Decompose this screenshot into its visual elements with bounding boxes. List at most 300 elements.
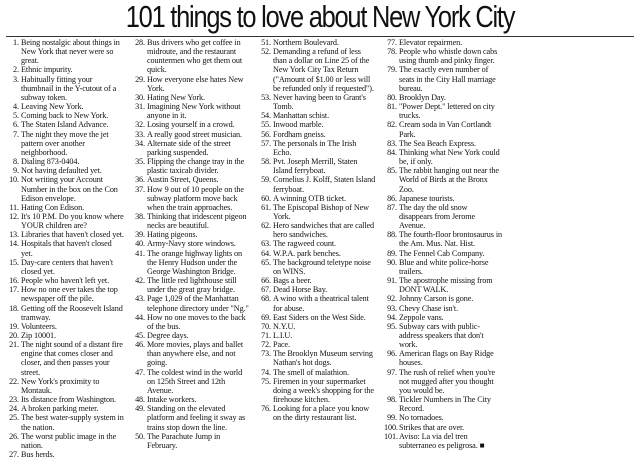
item-text: Zeppole vans.	[399, 312, 444, 322]
item-text: The exactly even number of seats in the City Hall marriage bureau.	[399, 65, 496, 93]
item-number: 52.	[261, 47, 271, 57]
item-text: Manhattan schist.	[273, 111, 330, 121]
item-number: 58.	[261, 157, 271, 167]
item-text: Ethnic impurity.	[21, 65, 73, 75]
item-number: 13.	[9, 230, 19, 240]
item-number: 31.	[135, 102, 145, 112]
item-text: Coming back to New York.	[21, 111, 109, 121]
item-text: No tornadoes.	[399, 413, 444, 423]
item-number: 8.	[13, 157, 19, 167]
item-number: 99.	[387, 413, 397, 423]
list-item	[258, 313, 376, 322]
item-text: Firemen in your supermarket doing a week's shopping for the firehouse kitchen.	[273, 376, 374, 405]
list-item	[258, 258, 376, 276]
list-item	[384, 368, 502, 395]
item-text: A broken parking meter.	[21, 404, 99, 414]
item-number: 24.	[9, 404, 19, 414]
list-item	[384, 413, 502, 422]
item-text: Day-care centers that haven't closed yet.	[21, 257, 113, 276]
item-number: 90.	[387, 257, 397, 267]
item-text: The worst public image in the nation.	[21, 431, 117, 450]
item-number: 5.	[13, 111, 19, 121]
list-item	[6, 395, 124, 404]
list-item	[384, 423, 502, 432]
item-number: 51.	[261, 38, 271, 47]
list-item	[384, 304, 502, 313]
list-item	[132, 276, 250, 294]
list-item	[258, 203, 376, 221]
list-item	[6, 285, 124, 303]
list-item	[258, 331, 376, 340]
item-text: New York's proximity to Montauk.	[21, 376, 100, 395]
list-item	[384, 395, 502, 413]
list-item	[6, 331, 124, 340]
headline: 101 things to love about New York City	[125, 0, 515, 34]
item-number: 29.	[135, 74, 145, 84]
item-text: A winning OTB ticket.	[273, 193, 346, 203]
item-text: Intake workers.	[147, 395, 197, 405]
item-number: 101.	[384, 431, 398, 441]
item-number: 87.	[387, 202, 397, 212]
item-number: 80.	[387, 92, 397, 102]
item-number: 11.	[9, 202, 19, 212]
item-number: 42.	[135, 276, 145, 286]
list-item	[132, 139, 250, 157]
list-item	[384, 203, 502, 230]
item-number: 64.	[261, 248, 271, 258]
item-text: Strikes that are over.	[399, 422, 465, 432]
item-number: 26.	[9, 431, 19, 441]
item-number: 35.	[135, 157, 145, 167]
list-item	[6, 304, 124, 322]
item-number: 27.	[9, 450, 19, 459]
item-text: Never having been to Grant's Tomb.	[273, 92, 366, 112]
list-item	[132, 93, 250, 102]
item-number: 86.	[387, 193, 397, 203]
item-text: Page 1,029 of the Manhattan telephone directory under "Ng."	[147, 294, 249, 313]
list-item	[384, 322, 502, 349]
item-number: 37.	[135, 184, 145, 194]
item-text: The Sea Beach Express.	[399, 138, 476, 148]
list-item	[384, 120, 502, 138]
item-text: Being nostalgic about things in New York that never were so great.	[21, 38, 120, 66]
item-text: A really good street musician.	[147, 129, 242, 139]
list-item	[132, 230, 250, 239]
item-text: Flipping the change tray in the plastic taxicab divider.	[147, 157, 245, 176]
item-number: 96.	[387, 349, 397, 359]
list-item	[6, 166, 124, 175]
item-text: The orange highway lights on the Henry Hudson under the George Washington Bridge.	[147, 248, 242, 276]
title-rule	[6, 36, 634, 37]
list-item	[132, 120, 250, 129]
column-1	[6, 38, 124, 459]
item-number: 59.	[261, 175, 271, 185]
item-number: 18.	[9, 303, 19, 313]
item-text: Fordham gneiss.	[273, 129, 326, 139]
item-text: The personals in The Irish Echo.	[273, 138, 357, 157]
item-text: Volunteers.	[21, 321, 57, 331]
list-item	[132, 102, 250, 120]
item-number: 40.	[135, 239, 145, 249]
list-item	[384, 249, 502, 258]
item-text: Cornelius J. Kolff, Staten Island ferryboat.	[273, 175, 376, 194]
item-text: L.I.U.	[273, 331, 293, 340]
column-4	[384, 38, 502, 450]
item-text: The apostrophe missing from DONT WALK.	[399, 276, 493, 295]
list-item	[258, 377, 376, 404]
list-item	[258, 294, 376, 312]
item-text: East Siders on the West Side.	[273, 312, 366, 322]
list-item	[258, 322, 376, 331]
item-number: 92.	[387, 294, 397, 304]
item-number: 56.	[261, 129, 271, 139]
list-item	[132, 38, 250, 75]
list-item	[258, 285, 376, 294]
item-text: The Staten Island Advance.	[21, 120, 109, 130]
list-item	[258, 120, 376, 129]
list-item	[6, 432, 124, 450]
item-number: 15.	[9, 257, 19, 267]
item-number: 76.	[261, 404, 271, 414]
list-item	[384, 276, 502, 294]
item-text: Pvt. Joseph Merrill, Staten Island ferryboat.	[273, 157, 358, 176]
item-text: Alternate side of the street parking suspended.	[147, 138, 231, 157]
item-number: 22.	[9, 376, 19, 386]
item-number: 83.	[387, 138, 397, 148]
list-item	[6, 111, 124, 120]
item-text: The fourth-floor brontosaurus in the Am. Mus. Nat. Hist.	[399, 230, 502, 249]
list-item	[6, 230, 124, 239]
list-item	[132, 313, 250, 331]
column-3	[258, 38, 376, 430]
item-text: Hating pigeons.	[147, 230, 198, 240]
item-text: Blue and white police-horse trailers.	[399, 257, 489, 276]
list-item	[6, 377, 124, 395]
item-number: 10.	[9, 175, 19, 185]
item-text: The rabbit hanging out near the World of Birds at the Bronx Zoo.	[399, 166, 499, 194]
item-text: Japanese tourists.	[399, 193, 455, 203]
item-text: Dead Horse Bay.	[273, 285, 328, 295]
item-number: 25.	[9, 413, 19, 423]
item-number: 61.	[261, 202, 271, 212]
item-number: 45.	[135, 331, 145, 340]
item-text: Its distance from Washington.	[21, 395, 116, 405]
list-item	[384, 230, 502, 248]
list-item	[6, 203, 124, 212]
item-number: 82.	[387, 120, 397, 130]
item-text: The Brooklyn Museum serving Nathan's hot dogs.	[273, 349, 373, 368]
item-text: Army-Navy store windows.	[147, 239, 236, 249]
item-number: 43.	[135, 294, 145, 304]
item-text: People who whistle down cabs using thumb and pinky finger.	[399, 47, 498, 66]
item-text: How no one moves to the back of the bus.	[147, 312, 246, 331]
item-text: Losing yourself in a crowd.	[147, 120, 235, 130]
item-text: Not writing your Account Number in the box on the Con Edison envelope.	[21, 175, 118, 203]
item-text: Cream soda in Van Cortlandt Park.	[399, 120, 492, 139]
list-item	[384, 38, 502, 47]
list-item	[384, 258, 502, 276]
list-item	[384, 139, 502, 148]
item-text: Bags a beer.	[273, 276, 312, 286]
item-text: Dialing 873-0404.	[21, 157, 80, 167]
item-number: 79.	[387, 65, 397, 75]
item-number: 3.	[13, 74, 19, 84]
item-text: Chevy Chase isn't.	[399, 303, 459, 313]
list-item	[6, 102, 124, 111]
list-item	[132, 331, 250, 340]
item-number: 14.	[9, 239, 19, 249]
item-text: W.P.A. park benches.	[273, 248, 341, 258]
item-text: The day the old snow disappears from Jerome Avenue.	[399, 202, 476, 231]
list-item	[132, 368, 250, 395]
item-text: How 9 out of 10 people on the subway platform move back when the train approaches.	[147, 184, 244, 212]
list-columns	[6, 38, 636, 459]
item-text: The coldest wind in the world on 125th Street and 12th Avenue.	[147, 367, 243, 395]
list-item	[6, 276, 124, 285]
item-text: Degree days.	[147, 331, 189, 340]
item-text: Not having defaulted yet.	[21, 166, 102, 176]
list-item	[258, 139, 376, 157]
list-item	[258, 47, 376, 93]
list-item	[132, 432, 250, 450]
list-item	[258, 368, 376, 377]
item-text: Brooklyn Day.	[399, 92, 446, 102]
item-number: 53.	[261, 92, 271, 102]
item-text: Habitually fitting your thumbnail in the Y-cutout of a subway token.	[21, 74, 117, 102]
list-item	[6, 175, 124, 202]
list-item	[258, 194, 376, 203]
item-number: 88.	[387, 230, 397, 240]
item-number: 38.	[135, 211, 145, 221]
item-text: Hospitals that haven't closed yet.	[21, 239, 112, 258]
item-text: A wino with a theatrical talent for abuse.	[273, 294, 369, 313]
item-text: The Parachute Jump in February.	[147, 431, 221, 450]
item-text: The Episcopal Bishop of New York.	[273, 202, 369, 221]
item-number: 63.	[261, 239, 271, 249]
item-text: Thinking what New York could be, if only.	[399, 147, 500, 167]
item-text: Getting off the Roosevelt Island tramway.	[21, 303, 123, 322]
item-number: 72.	[261, 340, 271, 350]
item-text: The night sound of a distant fire engine that comes closer and closer, and then passes your street.	[21, 340, 123, 377]
item-number: 16.	[9, 276, 19, 286]
item-number: 28.	[135, 38, 145, 47]
item-text: Aviso: La via del tren subterraneo es peligrosa. ■	[399, 431, 485, 450]
list-item	[258, 276, 376, 285]
item-number: 23.	[9, 395, 19, 405]
list-item	[384, 194, 502, 203]
item-number: 20.	[9, 331, 19, 340]
list-item	[6, 38, 124, 65]
list-item	[6, 340, 124, 377]
list-item	[6, 239, 124, 257]
item-text: The night they move the jet pattern over another neighborhood.	[21, 129, 109, 157]
item-number: 91.	[387, 276, 397, 286]
list-item	[132, 249, 250, 276]
list-item	[6, 65, 124, 74]
item-number: 75.	[261, 376, 271, 386]
list-item	[6, 322, 124, 331]
list-item	[6, 75, 124, 102]
item-text: The smell of malathion.	[273, 367, 349, 377]
item-number: 67.	[261, 285, 271, 295]
list-item	[132, 157, 250, 175]
item-number: 74.	[261, 367, 271, 377]
item-number: 68.	[261, 294, 271, 304]
item-number: 89.	[387, 248, 397, 258]
item-text: Zip 10001.	[21, 331, 56, 340]
list-item	[6, 212, 124, 230]
item-text: The rush of relief when you're not mugged after you thought you would be.	[399, 367, 496, 395]
item-text: Elevator repairmen.	[399, 38, 463, 47]
list-item	[6, 120, 124, 129]
list-item	[384, 294, 502, 303]
list-item	[258, 157, 376, 175]
item-number: 84.	[387, 147, 397, 157]
list-item	[6, 450, 124, 459]
item-text: Leaving New York.	[21, 102, 84, 112]
item-number: 94.	[387, 312, 397, 322]
list-item	[258, 349, 376, 367]
item-number: 50.	[135, 431, 145, 441]
item-number: 54.	[261, 111, 271, 121]
item-number: 47.	[135, 367, 145, 377]
list-item	[258, 38, 376, 47]
item-text: Libraries that haven't closed yet.	[21, 230, 124, 240]
item-text: Imagining New York without anyone in it.	[147, 102, 241, 121]
item-number: 19.	[9, 321, 19, 331]
item-number: 34.	[135, 138, 145, 148]
list-item	[6, 404, 124, 413]
item-number: 95.	[387, 321, 397, 331]
item-number: 85.	[387, 166, 397, 176]
item-text: How everyone else hates New York.	[147, 74, 244, 93]
item-text: The little red lighthouse still under the great gray bridge.	[147, 276, 237, 295]
item-number: 70.	[261, 321, 271, 331]
item-text: Hating New York.	[147, 92, 205, 102]
list-item	[258, 130, 376, 139]
item-number: 71.	[261, 331, 271, 340]
item-text: Thinking that iridescent pigeon necks are beautiful.	[147, 211, 247, 231]
item-number: 97.	[387, 367, 397, 377]
item-text: N.Y.U.	[273, 321, 296, 331]
item-number: 81.	[387, 102, 397, 112]
list-item	[258, 221, 376, 239]
list-item	[6, 258, 124, 276]
item-text: "Power Dept." lettered on city trucks.	[399, 102, 495, 121]
item-number: 77.	[387, 38, 397, 47]
item-text: Bus herds.	[21, 450, 55, 459]
list-item	[132, 130, 250, 139]
item-text: It's 10 P.M. Do you know where YOUR children are?	[21, 211, 124, 231]
item-text: The background teletype noise on WINS.	[273, 257, 371, 276]
column-2	[132, 38, 250, 450]
item-number: 66.	[261, 276, 271, 286]
item-text: Pace.	[273, 340, 291, 350]
item-number: 62.	[261, 221, 271, 231]
item-text: Bus drivers who get coffee in midroute, and the restaurant countermen who get them out quick.	[147, 38, 243, 75]
item-number: 78.	[387, 47, 397, 57]
list-item	[384, 349, 502, 367]
item-number: 12.	[9, 211, 19, 221]
item-text: How no one ever takes the top newspaper off the pile.	[21, 285, 118, 304]
item-text: Austin Street, Queens.	[147, 175, 219, 185]
item-number: 60.	[261, 193, 271, 203]
item-number: 17.	[9, 285, 19, 295]
item-number: 65.	[261, 257, 271, 267]
list-item	[384, 166, 502, 193]
item-number: 98.	[387, 395, 397, 405]
list-item	[258, 249, 376, 258]
item-text: Hating Con Edison.	[21, 202, 85, 212]
list-item	[258, 239, 376, 248]
item-number: 46.	[135, 340, 145, 350]
item-number: 9.	[13, 166, 19, 176]
item-number: 32.	[135, 120, 145, 130]
item-number: 39.	[135, 230, 145, 240]
item-text: Standing on the elevated platform and feeling it sway as trains stop down the line.	[147, 404, 246, 432]
item-number: 7.	[13, 129, 19, 139]
list-item	[6, 413, 124, 431]
list-item	[258, 93, 376, 111]
item-number: 44.	[135, 312, 145, 322]
column-5	[510, 38, 628, 430]
item-number: 49.	[135, 404, 145, 414]
list-item	[384, 432, 502, 450]
item-text: The best water-supply system in the nation.	[21, 413, 124, 432]
list-item	[384, 93, 502, 102]
item-text: Looking for a place you know on the dirty restaurant list.	[273, 404, 370, 423]
item-text: More movies, plays and ballet than anywhere else, and not going.	[147, 340, 244, 368]
item-number: 100.	[384, 422, 398, 432]
list-item	[258, 404, 376, 422]
item-number: 36.	[135, 175, 145, 185]
item-text: People who haven't left yet.	[21, 276, 110, 286]
list-item	[384, 313, 502, 322]
list-item	[132, 340, 250, 367]
item-number: 21.	[9, 340, 19, 350]
list-item	[132, 212, 250, 230]
list-item	[132, 75, 250, 93]
item-number: 55.	[261, 120, 271, 130]
item-number: 57.	[261, 138, 271, 148]
item-text: Tickler Numbers in The City Record.	[399, 395, 491, 414]
list-item	[384, 47, 502, 65]
item-text: Hero sandwiches that are called hero sandwiches.	[273, 221, 375, 240]
item-text: The Fennel Cab Company.	[399, 248, 485, 258]
list-item	[132, 175, 250, 184]
item-number: 30.	[135, 92, 145, 102]
item-number: 93.	[387, 303, 397, 313]
list-item	[384, 148, 502, 166]
list-item	[258, 175, 376, 193]
list-item	[132, 294, 250, 312]
list-item	[384, 102, 502, 120]
item-text: Northern Boulevard.	[273, 38, 339, 47]
item-number: 1.	[13, 38, 19, 47]
list-item	[258, 340, 376, 349]
list-item	[384, 65, 502, 92]
item-number: 6.	[13, 120, 19, 130]
item-text: Johnny Carson is gone.	[399, 294, 474, 304]
list-item	[132, 185, 250, 212]
item-text: American flags on Bay Ridge houses.	[399, 349, 494, 368]
list-item	[6, 130, 124, 157]
list-item	[132, 404, 250, 431]
list-item	[132, 395, 250, 404]
list-item	[132, 239, 250, 248]
item-number: 69.	[261, 312, 271, 322]
item-text: The ragweed count.	[273, 239, 336, 249]
